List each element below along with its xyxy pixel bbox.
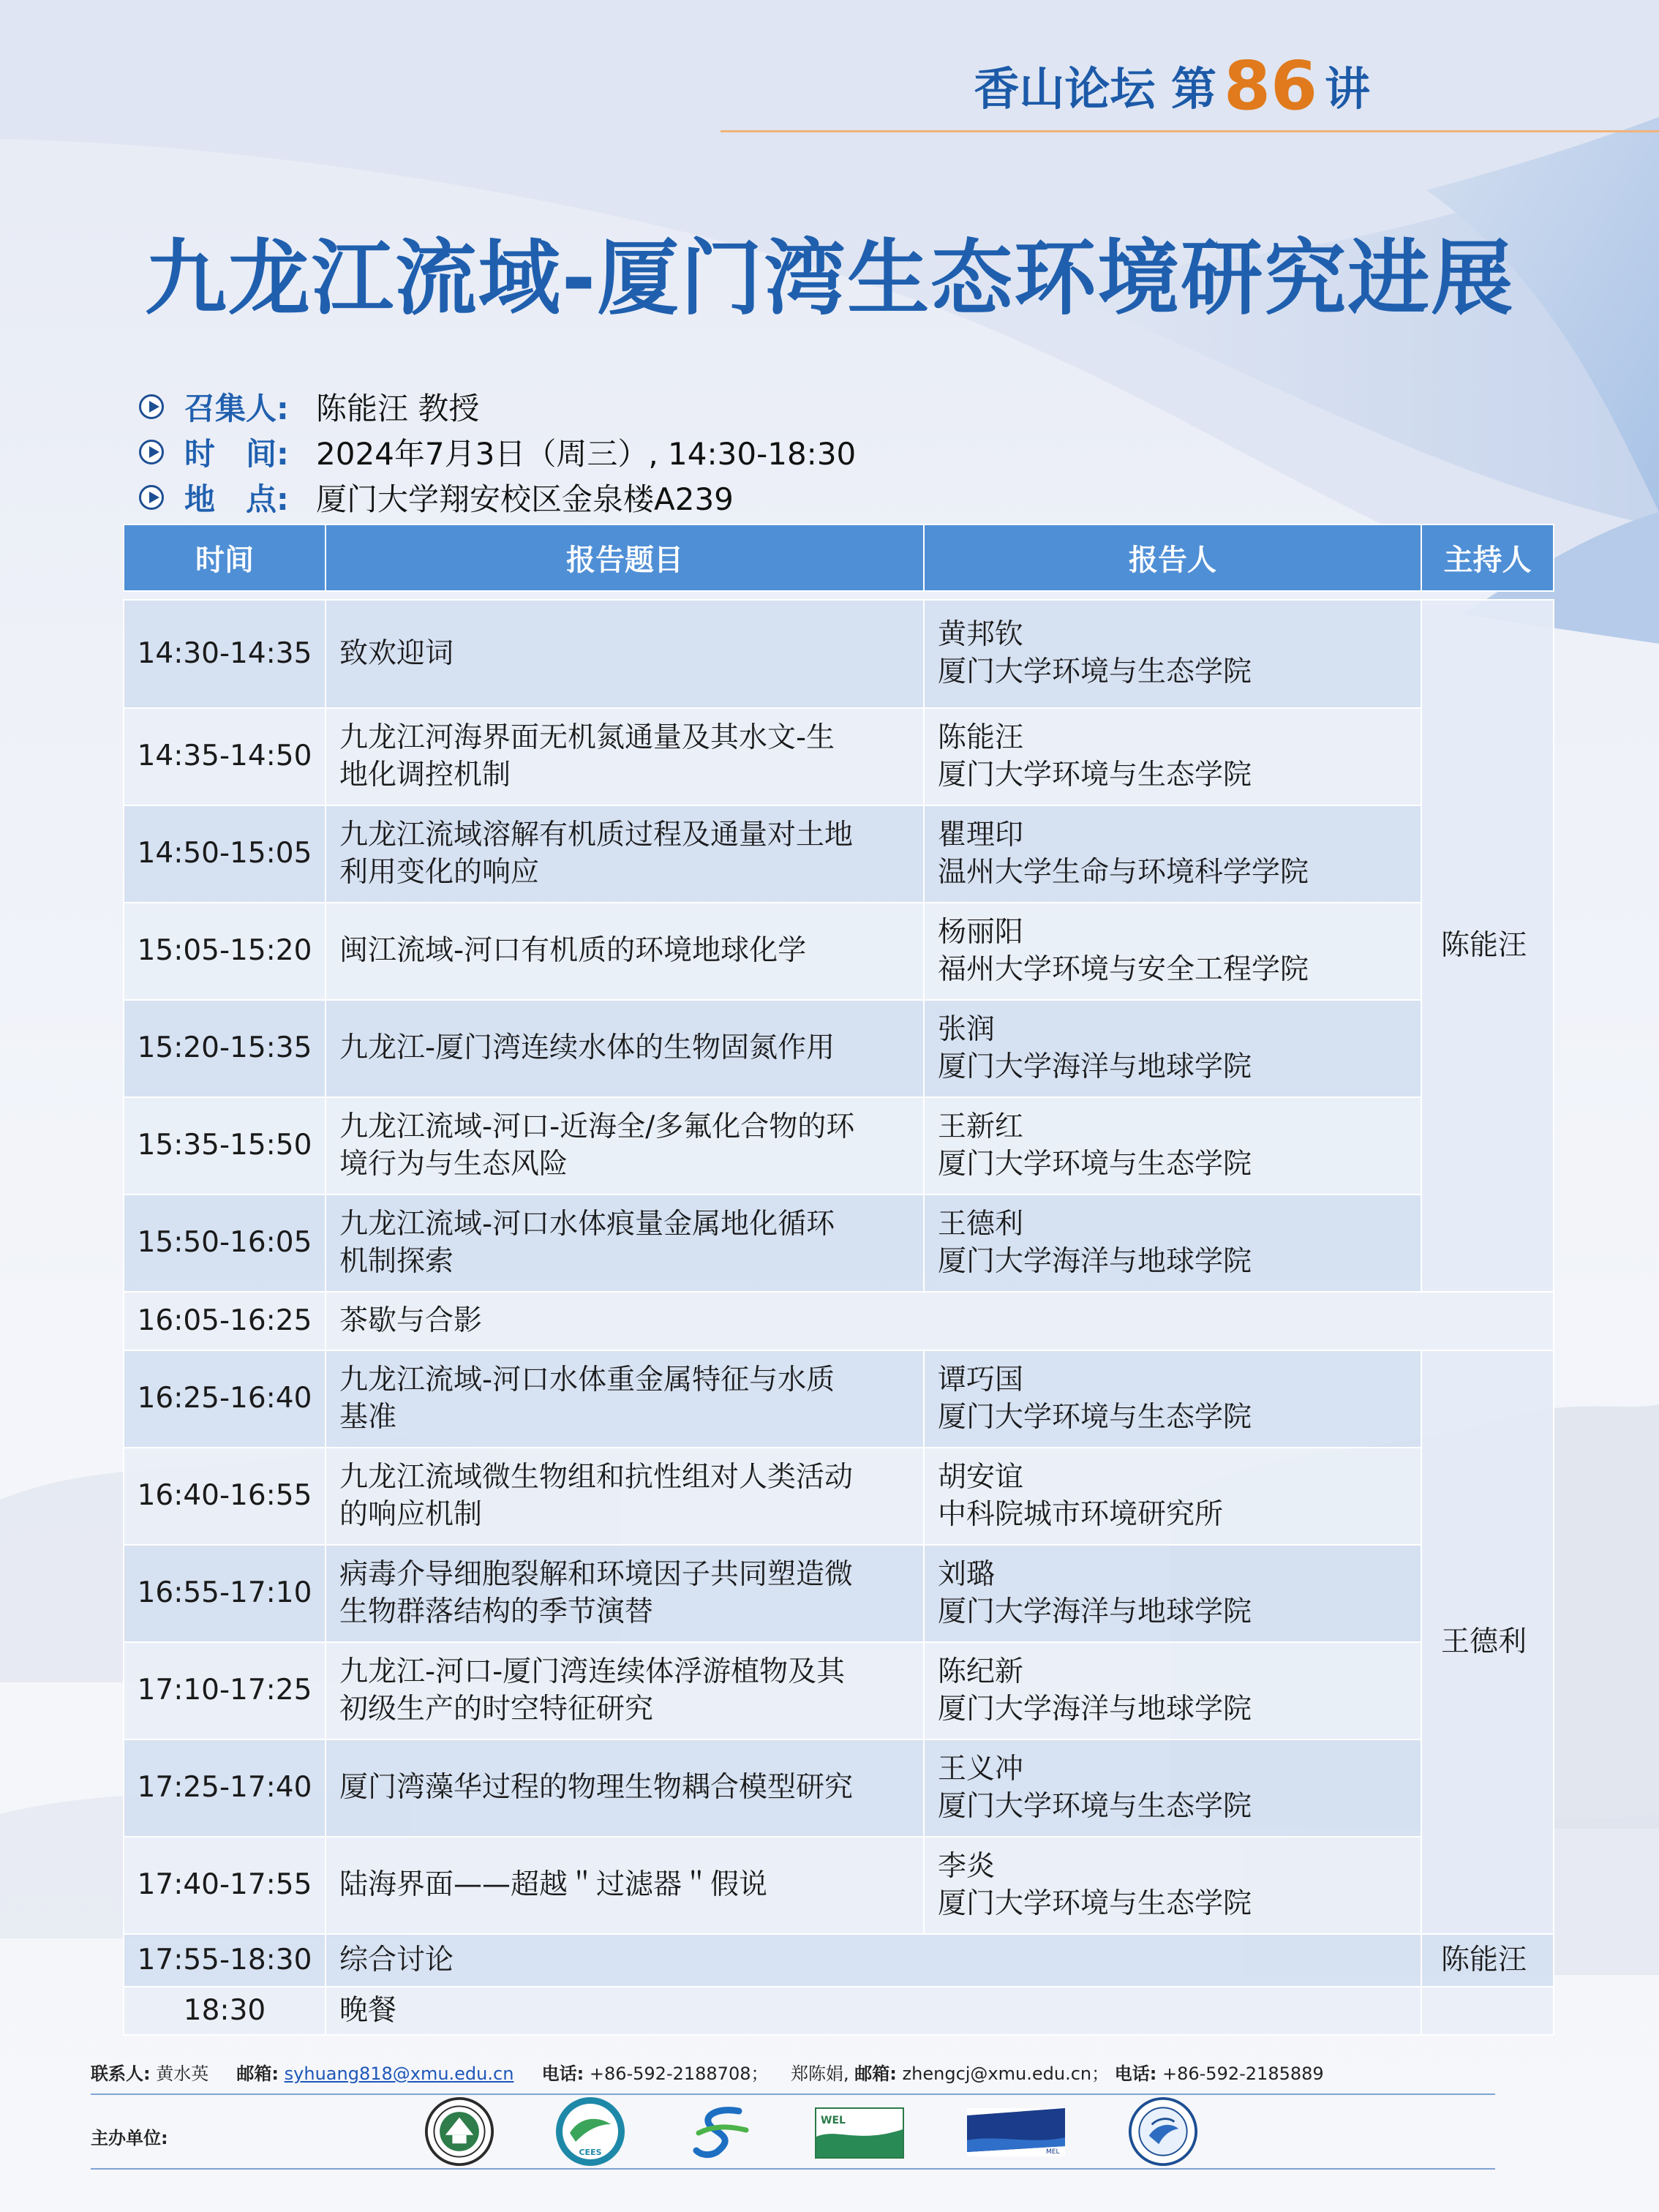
host-cell: 陈能汪 (1421, 600, 1554, 1292)
play-bullet-icon (139, 440, 164, 464)
row-topic (326, 1000, 924, 1097)
email-label: 邮箱: (854, 2064, 897, 2084)
row-topic (326, 1448, 924, 1545)
topic-line: 九龙江流域溶解有机质过程及通量对土地 (339, 818, 854, 851)
row-speaker (924, 1739, 1421, 1837)
row-speaker (924, 805, 1421, 903)
row-speaker (924, 1642, 1421, 1739)
table-row (124, 600, 1554, 708)
contact-label: 联系人: (91, 2064, 151, 2084)
topic-line: 地化调控机制 (339, 758, 511, 791)
topic-line: 利用变化的响应 (339, 855, 540, 889)
speaker-affiliation: 厦门大学环境与生态学院 (938, 1400, 1252, 1434)
phone-number: +86-592-2185889 (1162, 2064, 1324, 2084)
row-speaker (924, 1837, 1421, 1934)
email-link[interactable]: syhuang818@xmu.edu.cn (284, 2064, 514, 2084)
speaker-name: 王德利 (938, 1207, 1024, 1241)
topic-line: 九龙江流域-河口水体痕量金属地化循环 (339, 1207, 835, 1241)
row-time: 18:30 (124, 1987, 326, 2035)
speaker-affiliation: 厦门大学海洋与地球学院 (938, 1692, 1252, 1726)
row-topic (326, 1739, 924, 1837)
row-topic (326, 1292, 1554, 1350)
table-row (124, 708, 1554, 805)
speaker-affiliation: 厦门大学海洋与地球学院 (938, 1595, 1252, 1628)
forum-suffix: 讲 (1324, 62, 1370, 116)
phone-label: 电话: (541, 2064, 584, 2084)
row-time: 17:40-17:55 (124, 1837, 326, 1934)
table-row-dinner (124, 1987, 1554, 2035)
cees-logo-icon (554, 2095, 627, 2168)
row-time: 15:05-15:20 (124, 903, 326, 1000)
info-row-location (139, 475, 856, 520)
topic-line: 茶歇与合影 (339, 1304, 483, 1337)
row-topic (326, 1642, 924, 1739)
host-cell: 王德利 (1421, 1350, 1554, 1934)
info-row-time (139, 429, 856, 475)
table-row (124, 1739, 1554, 1837)
forum-prefix: 香山论坛 第 (974, 62, 1216, 116)
speaker-name: 刘璐 (938, 1557, 996, 1591)
speaker-name: 李炎 (938, 1849, 996, 1883)
header-host: 主持人 (1421, 524, 1554, 591)
header-topic: 报告题目 (326, 524, 924, 591)
forum-series-label (974, 47, 1370, 125)
topic-line: 九龙江-厦门湾连续水体的生物固氮作用 (339, 1031, 835, 1065)
speaker-affiliation: 厦门大学环境与生态学院 (938, 1886, 1252, 1920)
footer-divider (91, 2094, 1495, 2095)
row-time: 15:35-15:50 (124, 1097, 326, 1195)
speaker-affiliation: 厦门大学环境与生态学院 (938, 655, 1252, 688)
speaker-name: 胡安谊 (938, 1460, 1024, 1494)
row-topic (326, 1545, 924, 1642)
speaker-affiliation: 厦门大学海洋与地球学院 (938, 1244, 1252, 1278)
row-speaker (924, 1195, 1421, 1292)
host-cell-empty (1421, 1987, 1554, 2035)
play-bullet-icon (139, 394, 164, 419)
row-speaker (924, 708, 1421, 805)
speaker-name: 王新红 (938, 1110, 1024, 1143)
contact-name: 黄水英 (156, 2064, 209, 2084)
speaker-name: 王义冲 (938, 1752, 1024, 1786)
topic-line: 综合讨论 (339, 1943, 454, 1976)
topic-line: 陆海界面——超越＂过滤器＂假说 (339, 1868, 768, 1902)
row-speaker (924, 903, 1421, 1000)
topic-line: 九龙江-河口-厦门湾连续体浮游植物及其 (339, 1655, 846, 1688)
table-header-row (124, 524, 1554, 591)
row-spacer (124, 591, 1554, 600)
row-topic (326, 1987, 1421, 2035)
speaker-affiliation: 厦门大学环境与生态学院 (938, 1147, 1252, 1181)
topic-line: 九龙江流域-河口-近海全/多氟化合物的环 (339, 1110, 855, 1143)
topic-line: 初级生产的时空特征研究 (339, 1692, 654, 1726)
table-row (124, 1350, 1554, 1448)
topic-line: 九龙江流域-河口水体重金属特征与水质 (339, 1363, 835, 1396)
topic-line: 九龙江流域微生物组和抗性组对人类活动 (339, 1460, 854, 1494)
row-topic (326, 1195, 924, 1292)
host-cell: 陈能汪 (1421, 1934, 1554, 1987)
header-divider (721, 130, 1659, 132)
circular-seal-icon (1128, 2096, 1198, 2167)
row-topic (326, 1350, 924, 1448)
contact-line (91, 2059, 1324, 2085)
row-topic (326, 1934, 1421, 1987)
organizer-label: 主办单位: (91, 2128, 168, 2148)
info-value: 陈能汪 教授 (316, 391, 480, 426)
speaker-name: 黄邦钦 (938, 618, 1024, 652)
row-speaker (924, 1000, 1421, 1097)
topic-line: 厦门湾藻华过程的物理生物耦合模型研究 (339, 1771, 854, 1805)
phone-label: 电话: (1114, 2064, 1157, 2084)
row-topic (326, 708, 924, 805)
row-time: 14:35-14:50 (124, 708, 326, 805)
row-time: 17:55-18:30 (124, 1934, 326, 1987)
row-topic (326, 903, 924, 1000)
info-value: 2024年7月3日（周三）, 14:30-18:30 (316, 436, 857, 472)
row-time: 16:25-16:40 (124, 1350, 326, 1448)
speaker-affiliation: 厦门大学环境与生态学院 (938, 1789, 1252, 1823)
play-bullet-icon (139, 485, 164, 510)
row-time: 17:10-17:25 (124, 1642, 326, 1739)
speaker-name: 杨丽阳 (938, 915, 1024, 949)
cees-text: CEES (579, 2148, 602, 2157)
topic-line: 的响应机制 (339, 1497, 483, 1531)
row-time: 16:40-16:55 (124, 1448, 326, 1545)
table-row (124, 1545, 1554, 1642)
page-title: 九龙江流域-厦门湾生态环境研究进展 (144, 231, 1515, 326)
header-time: 时间 (124, 524, 326, 591)
table-row (124, 1837, 1554, 1934)
email-text: zhengcj@xmu.edu.cn； (902, 2064, 1110, 2084)
email-label: 邮箱: (236, 2064, 279, 2084)
event-info (139, 384, 856, 520)
row-time: 14:50-15:05 (124, 805, 326, 903)
speaker-name: 陈纪新 (938, 1655, 1024, 1688)
row-speaker (924, 1448, 1421, 1545)
speaker-name: 谭巧国 (938, 1363, 1024, 1396)
speaker-affiliation: 福州大学环境与安全工程学院 (938, 952, 1309, 986)
table-row (124, 805, 1554, 903)
contact-name: 郑陈娟, (791, 2064, 849, 2084)
mel-logo-icon (967, 2108, 1065, 2156)
header-speaker: 报告人 (924, 524, 1421, 591)
table-row (124, 903, 1554, 1000)
row-speaker (924, 600, 1421, 708)
row-topic (326, 1097, 924, 1195)
row-speaker (924, 1350, 1421, 1448)
row-time: 15:20-15:35 (124, 1000, 326, 1097)
speaker-name: 瞿理印 (938, 818, 1024, 851)
topic-line: 闽江流域-河口有机质的环境地球化学 (339, 934, 807, 968)
topic-line: 机制探索 (339, 1244, 454, 1278)
row-topic (326, 1837, 924, 1934)
topic-line: 九龙江河海界面无机氮通量及其水文-生 (339, 721, 835, 754)
info-label: 时 间: (184, 436, 289, 472)
table-row (124, 1195, 1554, 1292)
info-row-convener (139, 384, 856, 429)
topic-line: 致欢迎词 (339, 636, 454, 670)
info-label: 地 点: (184, 481, 289, 517)
footer-divider (91, 2168, 1495, 2170)
schedule-table (123, 524, 1554, 2036)
wave-s-logo-icon (688, 2104, 753, 2162)
phone-number: +86-592-2188708； (589, 2064, 769, 2084)
speaker-name: 张润 (938, 1012, 996, 1046)
row-topic (326, 600, 924, 708)
topic-line: 境行为与生态风险 (339, 1147, 568, 1181)
mel-text: MEL (1046, 2148, 1060, 2156)
table-row (124, 1448, 1554, 1545)
info-value: 厦门大学翔安校区金泉楼A239 (316, 481, 734, 517)
row-time: 17:25-17:40 (124, 1739, 326, 1837)
info-label: 召集人: (184, 391, 289, 426)
speaker-affiliation: 厦门大学环境与生态学院 (938, 758, 1252, 791)
speaker-affiliation: 中科院城市环境研究所 (938, 1497, 1224, 1531)
forum-number: 86 (1223, 47, 1317, 125)
table-row-break (124, 1292, 1554, 1350)
topic-line: 晚餐 (339, 1993, 397, 2027)
wel-text: WEL (821, 2115, 846, 2126)
row-time: 16:55-17:10 (124, 1545, 326, 1642)
topic-line: 病毒介导细胞裂解和环境因子共同塑造微 (339, 1557, 854, 1591)
table-row (124, 1097, 1554, 1195)
speaker-name: 陈能汪 (938, 721, 1024, 754)
row-time: 16:05-16:25 (124, 1292, 326, 1350)
table-row (124, 1642, 1554, 1739)
xmu-seal-icon (424, 2096, 494, 2167)
row-speaker (924, 1097, 1421, 1195)
row-time: 15:50-16:05 (124, 1195, 326, 1292)
speaker-affiliation: 温州大学生命与环境科学学院 (938, 855, 1309, 889)
speaker-affiliation: 厦门大学海洋与地球学院 (938, 1050, 1252, 1083)
wel-logo-icon (815, 2107, 904, 2159)
topic-line: 基准 (339, 1400, 397, 1434)
topic-line: 生物群落结构的季节演替 (339, 1595, 654, 1628)
row-topic (326, 805, 924, 903)
row-time: 14:30-14:35 (124, 600, 326, 708)
table-row (124, 1000, 1554, 1097)
table-row-discussion (124, 1934, 1554, 1987)
row-speaker (924, 1545, 1421, 1642)
